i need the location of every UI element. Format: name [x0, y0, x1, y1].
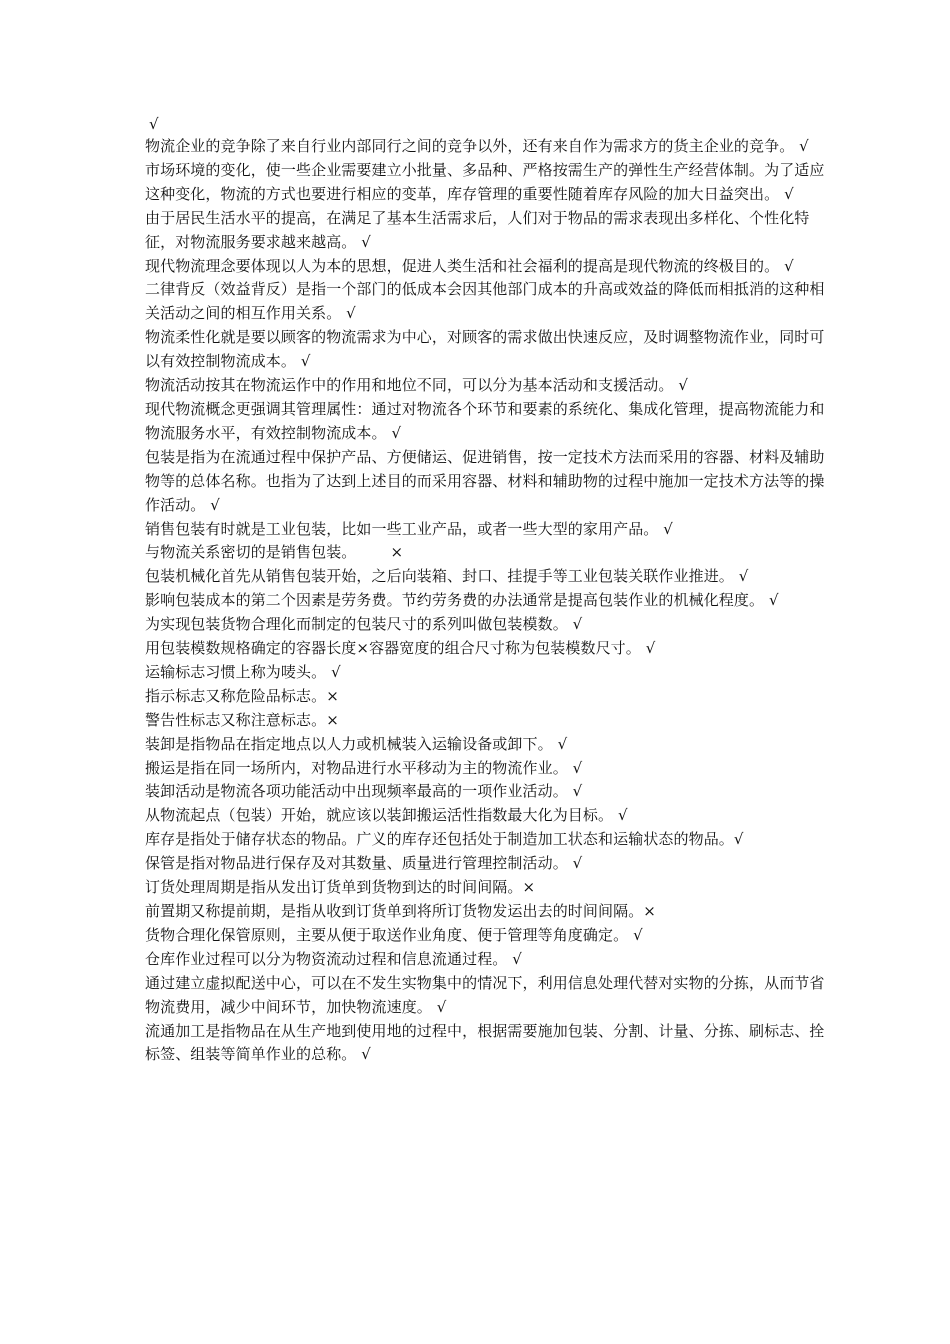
statement-item: 包装是指为在流通过程中保护产品、方便储运、促进销售，按一定技术方法而采用的容器、材料及辅助物等的总体名称。也指为了达到上述目的而采用容器、材料和辅助物的过程中施加一定技术方法等的操作活动。 √	[145, 447, 825, 514]
statement-item: 保管是指对物品进行保存及对其数量、质量进行管理控制活动。 √	[145, 854, 583, 873]
statement-item: 订货处理周期是指从发出订货单到货物到达的时间间隔。×	[145, 878, 536, 897]
statement-item: 库存是指处于储存状态的物品。广义的库存还包括处于制造加工状态和运输状态的物品。√	[145, 830, 744, 849]
statement-item: 市场环境的变化，使一些企业需要建立小批量、多品种、严格按需生产的弹性生产经营体制。为了适应这种变化，物流的方式也要进行相应的变革，库存管理的重要性随着库存风险的加大日益突出。 √	[145, 160, 825, 203]
statement-item: 仓库作业过程可以分为物资流动过程和信息流通过程。 √	[145, 949, 522, 968]
statement-item: 由于居民生活水平的提高，在满足了基本生活需求后，人们对于物品的需求表现出多样化、个性化特征，对物流服务要求越来越高。 √	[145, 208, 810, 251]
statement-item: 物流活动按其在物流运作中的作用和地位不同，可以分为基本活动和支援活动。 √	[145, 376, 689, 395]
statement-item: 物流柔性化就是要以顾客的物流需求为中心，对顾客的需求做出快速反应，及时调整物流作业，同时可以有效控制物流成本。 √	[145, 328, 825, 371]
statement-list	[145, 135, 825, 1067]
statement-item: 包装机械化首先从销售包装开始，之后向装箱、封口、挂提手等工业包装关联作业推进。 √	[145, 567, 749, 586]
statement-item: 通过建立虚拟配送中心，可以在不发生实物集中的情况下，利用信息处理代替对实物的分拣，从而节省物流费用，减少中间环节，加快物流速度。 √	[145, 973, 825, 1016]
statement-item: 与物流关系密切的是销售包装。 ×	[145, 543, 404, 562]
document-page	[145, 113, 825, 1067]
statement-item: 影响包装成本的第二个因素是劳务费。节约劳务费的办法通常是提高包装作业的机械化程度。 √	[145, 591, 779, 610]
statement-item: 销售包装有时就是工业包装，比如一些工业产品，或者一些大型的家用产品。 √	[145, 519, 673, 538]
statement-item: 装卸活动是物流各项功能活动中出现频率最高的一项作业活动。 √	[145, 782, 583, 801]
statement-item: 现代物流概念更强调其管理属性：通过对物流各个环节和要素的系统化、集成化管理，提高物流能力和物流服务水平，有效控制物流成本。 √	[145, 399, 825, 442]
statement-item: 搬运是指在同一场所内，对物品进行水平移动为主的物流作业。 √	[145, 758, 583, 777]
statement-item: 为实现包装货物合理化而制定的包装尺寸的系列叫做包装模数。 √	[145, 615, 583, 634]
statement-item: 前置期又称提前期，是指从收到订货单到将所订货物发运出去的时间间隔。×	[145, 902, 656, 920]
statement-item: 用包装模数规格确定的容器长度×容器宽度的组合尺寸称为包装模数尺寸。 √	[145, 639, 656, 658]
statement-item: 装卸是指物品在指定地点以人力或机械装入运输设备或卸下。 √	[145, 734, 568, 753]
statement-item: 运输标志习惯上称为唛头。 √	[145, 662, 341, 681]
statement-item: 现代物流理念要体现以人为本的思想，促进人类生活和社会福利的提高是现代物流的终极目的。 √	[145, 256, 794, 275]
check-mark: √	[149, 115, 159, 133]
statement-item: 警告性标志又称注意标志。×	[145, 710, 339, 729]
statement-item: 流通加工是指物品在从生产地到使用地的过程中，根据需要施加包装、分割、计量、分拣、刷标志、拴标签、组装等简单作业的总称。 √	[145, 1021, 825, 1064]
statement-item: 货物合理化保管原则，主要从便于取送作业角度、便于管理等角度确定。 √	[145, 925, 643, 944]
statement-item: 物流企业的竞争除了来自行业内部同行之间的竞争以外，还有来自作为需求方的货主企业的竞争。 √	[145, 137, 809, 155]
statement-item: 指示标志又称危险品标志。×	[145, 686, 339, 705]
statement-item: 从物流起点（包装）开始，就应该以装卸搬运活性指数最大化为目标。 √	[145, 806, 628, 825]
statement-item: 二律背反（效益背反）是指一个部门的低成本会因其他部门成本的升高或效益的降低而相抵消的这种相关活动之间的相互作用关系。 √	[145, 280, 825, 323]
